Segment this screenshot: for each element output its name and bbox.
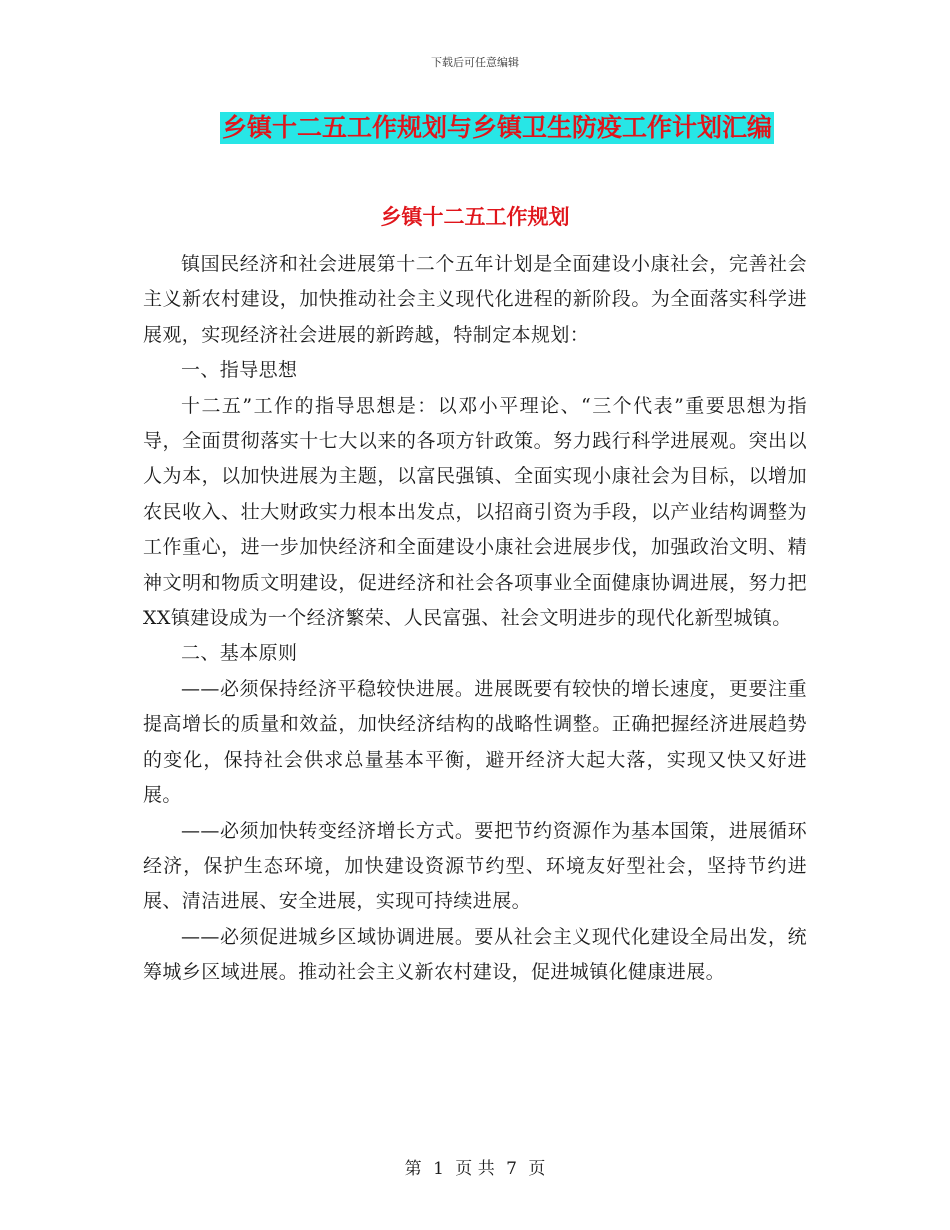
page-footer (0, 1154, 950, 1179)
footer-page-number: 1 (433, 1159, 444, 1179)
heading-basic-principles: 二、基本原则 (181, 642, 298, 665)
paragraph-principle-2: ——必须加快转变经济增长方式。要把节约资源作为基本国策，进展循环经济，保护生态环境，加快建设资源节约型、环境友好型社会，坚持节约进展、清洁进展、安全进展，实现可持续进展。 (143, 819, 807, 913)
paragraph-principle-1: ——必须保持经济平稳较快进展。进展既要有较快的增长速度，更要注重提高增长的质量和效益，加快经济结构的战略性调整。正确把握经济进展趋势的变化，保持社会供求总量基本平衡，避开经济大起大落，实现又快又好进展。 (143, 677, 807, 807)
main-title: 乡镇十二五工作规划与乡镇卫生防疫工作计划汇编 (221, 113, 772, 142)
header-note: 下载后可任意编辑 (431, 56, 519, 69)
section-title: 乡镇十二五工作规划 (380, 205, 570, 229)
paragraph-guiding-ideology: 十二五”工作的指导思想是：以邓小平理论、“三个代表”重要思想为指导，全面贯彻落实十七大以来的各项方针政策。努力践行科学进展观。突出以人为本，以加快进展为主题，以富民强镇、全面实现小康社会为目标，以增加农民收入、壮大财政实力根本出发点，以招商引资为手段，以产业结构调整为工作重心，进一步加快经济和全面建设小康社会进展步伐，加强政治文明、精神文明和物质文明建设，促进经济和社会各项事业全面健康协调进展，努力把XX镇建设成为一个经济繁荣、人民富强、社会文明进步的现代化新型城镇。 (143, 394, 807, 630)
heading-guiding-ideology: 一、指导思想 (181, 359, 298, 382)
paragraph-principle-3: ——必须促进城乡区域协调进展。要从社会主义现代化建设全局出发，统筹城乡区域进展。推动社会主义新农村建设，促进城镇化健康进展。 (143, 925, 807, 984)
main-title-wrap (0, 112, 950, 144)
paragraph-intro: 镇国民经济和社会进展第十二个五年计划是全面建设小康社会，完善社会主义新农村建设，加快推动社会主义现代化进程的新阶段。为全面落实科学进展观，实现经济社会进展的新跨越，特制定本规划： (143, 253, 807, 346)
footer-prefix: 第 (404, 1159, 422, 1179)
body-text (143, 247, 807, 991)
footer-mid: 页 共 (455, 1159, 495, 1179)
footer-page-total: 7 (506, 1159, 517, 1179)
footer-suffix: 页 (528, 1159, 546, 1179)
